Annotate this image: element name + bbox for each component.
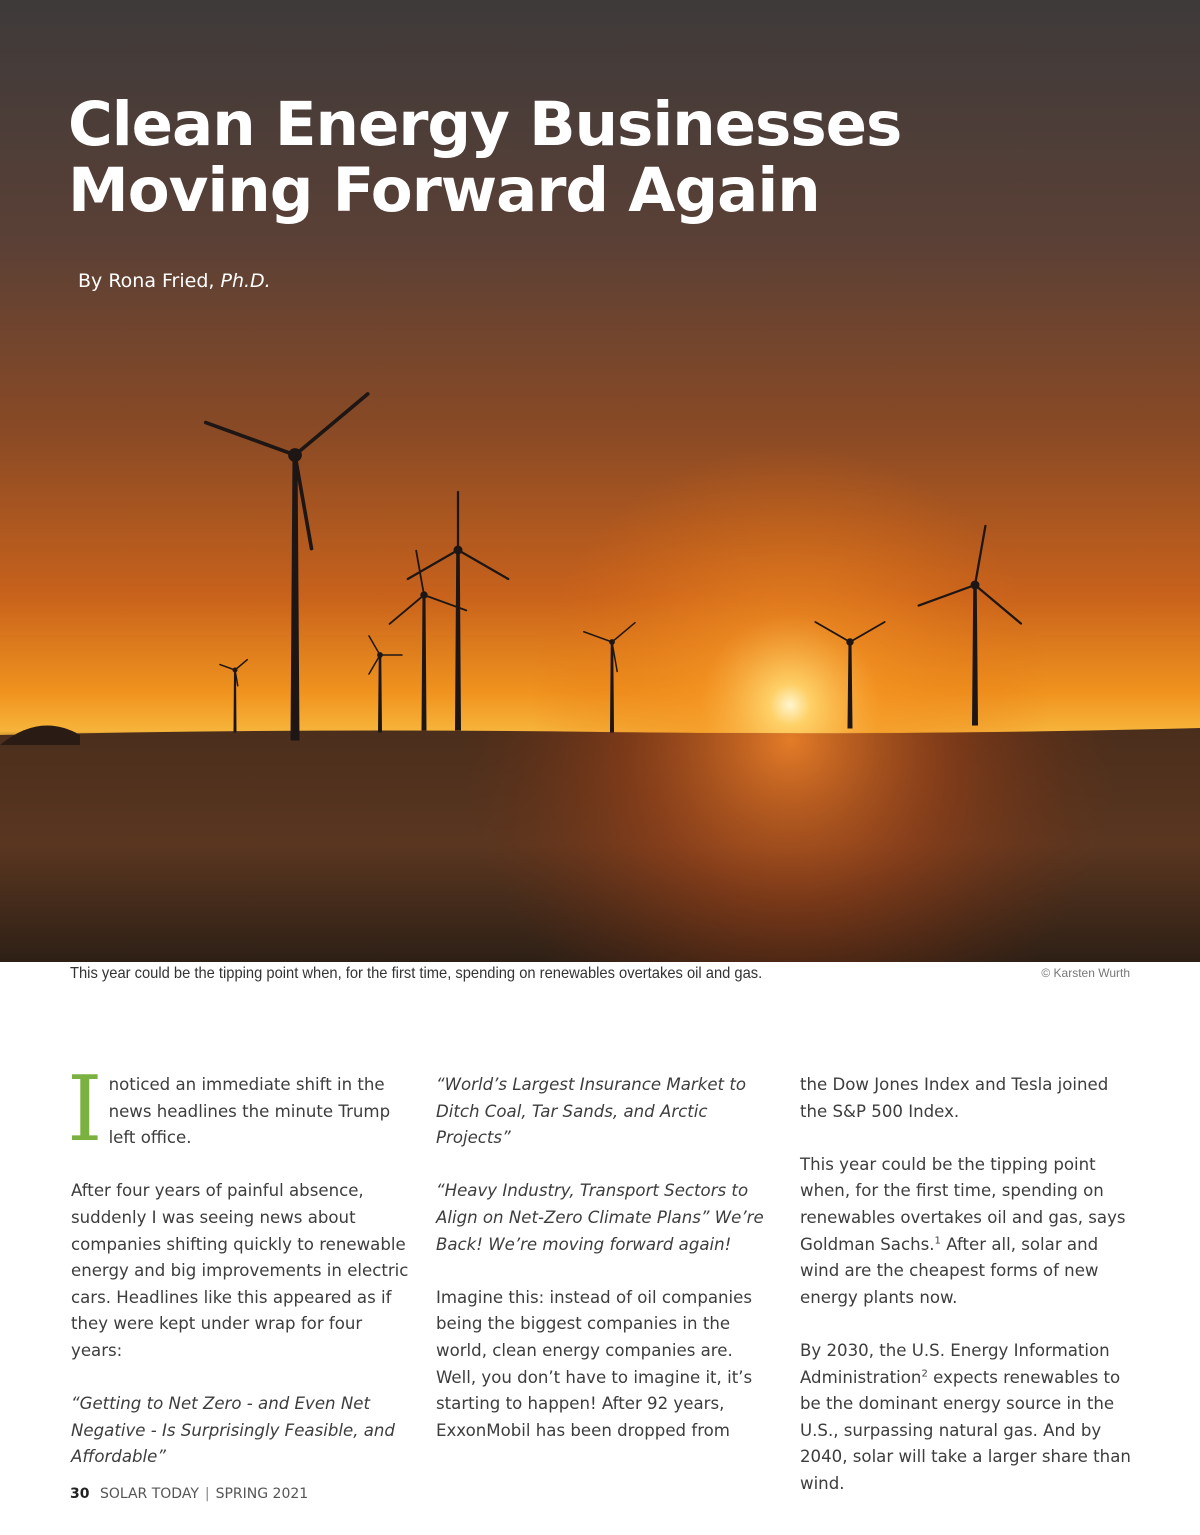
article-column-2 — [436, 1072, 766, 1471]
turbine-tower — [234, 670, 236, 732]
paragraph: the Dow Jones Index and Tesla joined the S&P 500 Index. — [800, 1075, 1109, 1121]
turbine-tower — [456, 550, 461, 730]
text: By 2030, the U.S. Energy Information Administration — [800, 1340, 1110, 1387]
issue-label: SPRING 2021 — [215, 1486, 309, 1502]
turbine-hub — [233, 668, 237, 672]
title-line-1: Clean Energy Businesses — [68, 89, 902, 160]
page-number: 30 — [70, 1486, 90, 1502]
paragraph: After four years of painful absence, suddenly I was seeing news about companies shifting quickly to renewable energy and big improvements in electric cars. Headlines like this appeared as if they were kept under wrap for four years: — [71, 1181, 409, 1360]
turbine-tower — [422, 595, 426, 730]
turbine-hub — [454, 546, 462, 554]
paragraph: Imagine this: instead of oil companies being the biggest companies in the world, clean energy companies are. Well, you don’t have to imagine it, it’s starting to happen! After 92 years, ExxonMobil has been dropped from — [436, 1287, 753, 1440]
headline-quote: “Heavy Industry, Transport Sectors to Align on Net-Zero Climate Plans” We’re Back! We’re moving forward again! — [436, 1181, 764, 1254]
text: After all, solar and wind are the cheapest forms of new energy plants now. — [800, 1234, 1099, 1307]
photo-caption: This year could be the tipping point when, for the first time, spending on renewables overtakes oil and gas. — [70, 965, 763, 982]
page-footer — [70, 1486, 308, 1502]
magazine-name: SOLAR TODAY — [99, 1486, 199, 1502]
byline-degree: Ph.D. — [220, 270, 271, 292]
intro-text: noticed an immediate shift in the news headlines the minute Trump left office. — [108, 1075, 391, 1148]
byline — [78, 270, 271, 292]
turbine-tower — [611, 642, 614, 732]
footnote-ref: 2 — [921, 1368, 928, 1379]
photo-credit: © Karsten Wurth — [1041, 966, 1130, 980]
paragraph-eia — [800, 1338, 1140, 1498]
turbine-hub — [289, 449, 302, 462]
paragraph-intro — [67, 1057, 411, 1162]
turbine-tower — [291, 455, 299, 740]
turbine-hub — [971, 581, 979, 589]
text: expects renewables to be the dominant energy source in the U.S., surpassing natural gas. And by 2040, solar will take a larger share than wind. — [800, 1367, 1131, 1493]
turbine-tower — [973, 585, 978, 725]
paragraph-goldman — [800, 1152, 1140, 1312]
article-title — [68, 89, 902, 226]
turbine-hub — [378, 653, 383, 658]
footnote-ref: 1 — [934, 1235, 941, 1247]
footer-separator: | — [204, 1486, 210, 1502]
byline-author: By Rona Fried, — [78, 270, 221, 292]
headline-quote: “Getting to Net Zero - and Even Net Negative - Is Surprisingly Feasible, and Affordable” — [71, 1394, 395, 1467]
article-column-1 — [67, 1057, 411, 1498]
turbine-hub — [610, 640, 615, 645]
article-column-3 — [800, 1072, 1140, 1524]
text: This year could be the tipping point when, for the first time, spending on renewables overtakes oil and gas, says Goldman Sachs. — [800, 1154, 1126, 1254]
turbine-hub — [421, 592, 427, 598]
turbine-tower — [379, 655, 382, 732]
turbine-hub — [847, 639, 853, 645]
drop-cap: I — [67, 1057, 103, 1162]
headline-quote: “World’s Largest Insurance Market to Ditch Coal, Tar Sands, and Arctic Projects” — [436, 1075, 746, 1148]
title-line-2: Moving Forward Again — [68, 155, 820, 226]
